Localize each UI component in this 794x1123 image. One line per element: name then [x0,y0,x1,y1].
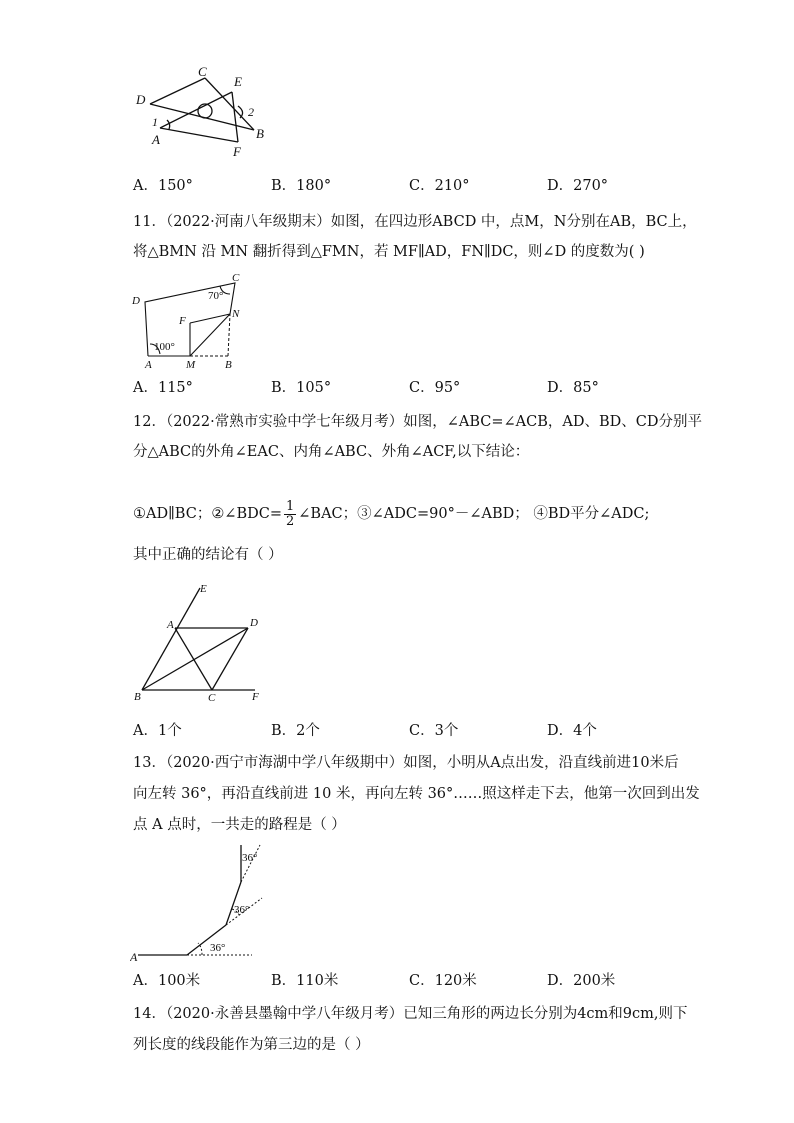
q10-option-d[interactable]: D．270° [547,178,609,194]
label-N: N [232,308,240,320]
label-A: A [167,619,174,631]
angle-100: 100° [154,341,175,353]
q11-text-line1: 11．（2022·河南八年级期末）如图，在四边形ABCD 中，点M，N分别在AB，BC上， [133,214,697,230]
q12-option-a[interactable]: A．1个 [133,723,182,739]
label-E: E [200,583,207,595]
angle-70: 70° [208,290,224,302]
q12-conclusion-part2: ∠BAC；③∠ADC=90°－∠ABD； ④BD平分∠ADC; [298,506,650,522]
label-F: F [233,144,241,159]
q12-option-b[interactable]: B．2个 [271,723,320,739]
q12-conclusions [133,494,649,534]
angle-36-bottom: 36° [210,942,226,954]
q11-text-line2: 将△BMN 沿 MN 翻折得到△FMN，若 MF∥AD，FN∥DC，则∠D 的度数为( ) [133,244,645,260]
label-B: B [225,359,232,371]
label-D: D [250,617,258,629]
label-E: E [234,74,242,89]
q10-option-c[interactable]: C．210° [409,178,470,194]
q13-option-b[interactable]: B．110米 [271,973,339,989]
label-A: A [130,950,138,964]
q14-text-line2: 列长度的线段能作为第三边的是（ ） [133,1037,370,1053]
q12-text-line4: 其中正确的结论有（ ） [133,547,283,563]
q10-option-a[interactable]: A．150° [133,178,193,194]
q11-option-c[interactable]: C．95° [409,380,461,396]
q13-option-c[interactable]: C．120米 [409,973,477,989]
figure-q10 [130,62,280,164]
label-B: B [134,691,141,702]
label-D: D [136,92,146,107]
figure-q11 [130,268,250,372]
label-F: F [252,691,259,702]
label-B: B [256,126,264,141]
q13-text-line2: 向左转 36°，再沿直线前进 10 米，再向左转 36°……照这样走下去，他第一次回到出发 [133,786,700,802]
q11-option-d[interactable]: D．85° [547,380,599,396]
q11-option-a[interactable]: A．115° [133,380,193,396]
label-A: A [152,132,160,147]
figure-q13 [130,843,275,965]
label-C: C [232,272,240,284]
q12-conclusion-part1: ①AD∥BC；②∠BDC= [133,506,282,522]
q14-text-line1: 14．（2020·永善县墨翰中学八年级月考）已知三角形的两边长分别为4cm和9cm,则下 [133,1006,688,1022]
q13-option-a[interactable]: A．100米 [133,973,201,989]
label-M: M [186,359,196,371]
label-C: C [198,64,207,79]
q10-option-b[interactable]: B．180° [271,178,332,194]
q12-text-line1: 12．（2022·常熟市实验中学七年级月考）如图，∠ABC=∠ACB，AD、BD、CD分别平 [133,414,702,430]
half-fraction: $\frac{1}{2}$ [286,498,295,529]
q11-option-b[interactable]: B．105° [271,380,332,396]
q12-option-c[interactable]: C．3个 [409,723,459,739]
label-A: A [145,359,152,371]
label-D: D [132,295,140,307]
label-2: 2 [248,105,254,119]
label-1: 1 [152,115,158,129]
label-C: C [208,692,216,702]
q13-text-line3: 点 A 点时，一共走的路程是（ ） [133,817,346,833]
label-F: F [179,315,186,327]
q12-option-d[interactable]: D．4个 [547,723,597,739]
q12-text-line2: 分△ABC的外角∠EAC、内角∠ABC、外角∠ACF,以下结论： [133,444,530,460]
angle-36-top: 36° [242,852,258,864]
q13-option-d[interactable]: D．200米 [547,973,616,989]
figure-q12 [130,580,265,702]
angle-36-middle: 36° [234,904,250,916]
q13-text-line1: 13．（2020·西宁市海湖中学八年级期中）如图，小明从A点出发，沿直线前进10米后 [133,755,679,771]
